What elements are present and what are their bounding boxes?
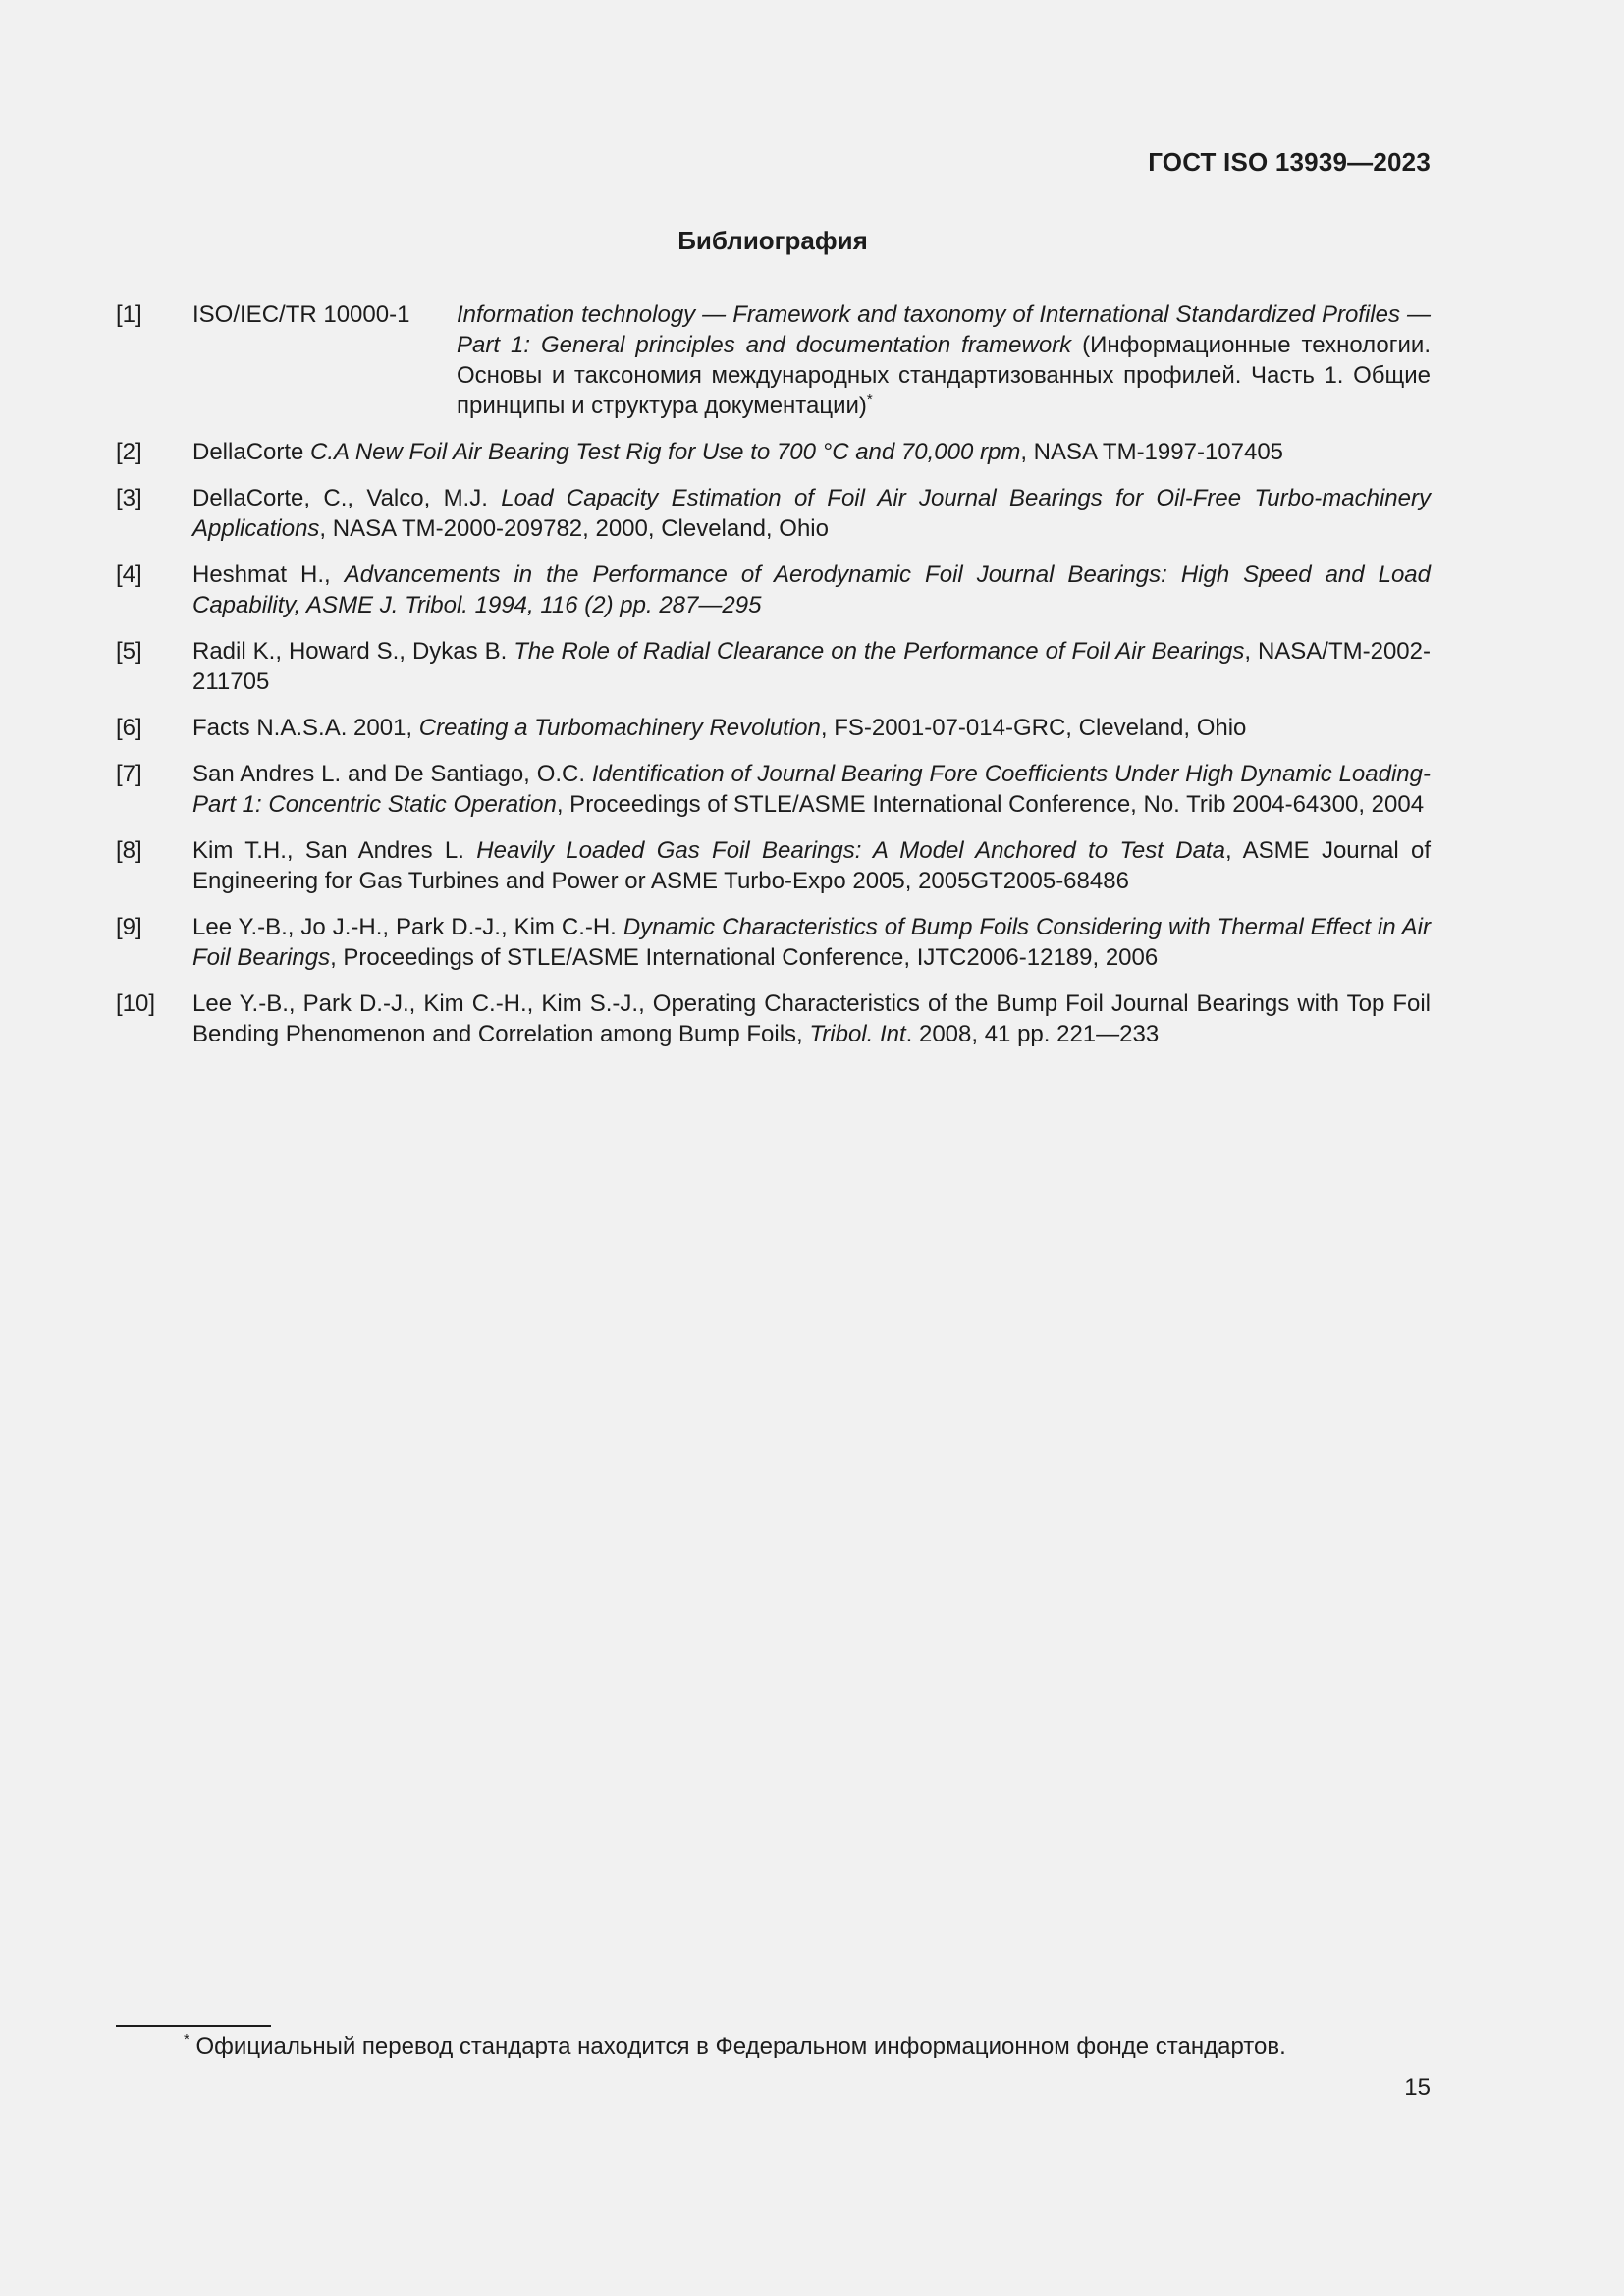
entry-details: (Информационные технологии. Основы и таксономия международных стандартизованных профилей. Часть 1. Общие принципы и структура документации) (457, 332, 1431, 419)
entry-title: Dynamic Characteristics of Bump Foils Considering with Thermal Effect in Air Foil Bearings (192, 914, 1432, 971)
entry-details: , NASA/TM-2002-211705 (192, 638, 1431, 695)
entry-details: . 2008, 41 pp. 221—233 (905, 1021, 1160, 1047)
entry-number: [3] (116, 485, 142, 511)
entry-details: , Proceedings of STLE/ASME International Conference, IJTC2006-12189, 2006 (330, 944, 1159, 971)
entry-title: Tribol. Int (809, 1021, 906, 1047)
bibliography-entry (116, 299, 1431, 421)
entry-standard-code: ISO/IEC/TR 10000-1 (192, 301, 410, 328)
entry-details: , FS-2001-07-014-GRC, Cleveland, Ohio (820, 715, 1247, 741)
footnote (184, 2031, 1431, 2061)
entry-authors: San Andres L. and De Santiago, O.C. (192, 761, 592, 787)
entry-number: [6] (116, 715, 142, 741)
entry-text (192, 759, 1431, 820)
entry-number: [7] (116, 761, 142, 787)
entry-text (192, 483, 1431, 544)
entry-authors: Facts N.A.S.A. 2001, (192, 715, 419, 741)
entry-text (192, 988, 1431, 1049)
entry-details: , NASA TM-2000-209782, 2000, Cleveland, Ohio (319, 515, 829, 542)
entry-details: , ASME Journal of Engineering for Gas Turbines and Power or ASME Turbo-Expo 2005, 2005GT2005-68486 (192, 837, 1432, 894)
footnote-marker: * (184, 2031, 189, 2048)
entry-title: Heavily Loaded Gas Foil Bearings: A Model Anchored to Test Data (476, 837, 1225, 864)
document-code: ГОСТ ISO 13939—2023 (1148, 147, 1431, 177)
bibliography-entry (116, 713, 1431, 743)
entry-text (192, 912, 1431, 973)
entry-authors: Kim T.H., San Andres L. (192, 837, 477, 864)
entry-text (192, 713, 1431, 743)
entry-text (192, 636, 1431, 697)
bibliography-title: Библиография (677, 226, 868, 255)
entry-authors: DellaCorte, C., Valco, M.J. (192, 485, 502, 511)
bibliography-entry (116, 560, 1431, 620)
entry-number: [9] (116, 914, 142, 940)
entry-authors: Lee Y.-B., Park D.-J., Kim C.-H., Kim S.-J., Operating Characteristics of the Bump Foil Journal Bearings with Top Foil Bending Phenomenon and Correlation among Bump Foils, (192, 990, 1431, 1047)
entry-title: Information technology — Framework and taxonomy of International Standardized Profiles — Part 1: General principles and documentation framework (457, 301, 1431, 358)
bibliography-entry (116, 437, 1431, 467)
footnote-marker: * (866, 391, 873, 407)
entry-authors: DellaCorte (192, 439, 311, 465)
entry-number: [4] (116, 561, 142, 588)
entry-number: [8] (116, 837, 142, 864)
footnote-text: Официальный перевод стандарта находится в Федеральном информационном фонде стандартов. (189, 2033, 1286, 2059)
entry-authors: Lee Y.-B., Jo J.-H., Park D.-J., Kim C.-H. (192, 914, 623, 940)
entry-number: [1] (116, 301, 142, 328)
entry-text (192, 560, 1431, 620)
entry-title: The Role of Radial Clearance on the Performance of Foil Air Bearings (514, 638, 1245, 665)
entry-title: Creating a Turbomachinery Revolution (418, 715, 821, 741)
entry-authors: Heshmat H., (192, 561, 345, 588)
entry-text (192, 835, 1431, 896)
bibliography-entry (116, 912, 1431, 973)
bibliography-entry (116, 636, 1431, 697)
entry-number: [5] (116, 638, 142, 665)
bibliography-list (116, 299, 1431, 1065)
entry-title: Identification of Journal Bearing Fore Coefficients Under High Dynamic Loading-Part 1: Concentric Static Operation (192, 761, 1431, 818)
bibliography-entry (116, 483, 1431, 544)
bibliography-entry (116, 835, 1431, 896)
bibliography-entry (116, 988, 1431, 1049)
entry-authors: Radil K., Howard S., Dykas B. (192, 638, 514, 665)
entry-title: C.A New Foil Air Bearing Test Rig for Use to 700 °C and 70,000 rpm (310, 439, 1021, 465)
page-number: 15 (1404, 2074, 1431, 2101)
entry-text (192, 437, 1431, 467)
entry-number: [10] (116, 990, 156, 1017)
entry-details: , NASA TM-1997-107405 (1020, 439, 1284, 465)
bibliography-entry (116, 759, 1431, 820)
footnote-divider (116, 2025, 271, 2027)
entry-title: Advancements in the Performance of Aerodynamic Foil Journal Bearings: High Speed and Load Capability, ASME J. Tribol. 1994, 116 (2) pp. 287—295 (192, 561, 1431, 618)
entry-title: Load Capacity Estimation of Foil Air Journal Bearings for Oil-Free Turbo-machinery Applications (192, 485, 1431, 542)
entry-text (457, 299, 1431, 421)
entry-details: , Proceedings of STLE/ASME International Conference, No. Trib 2004-64300, 2004 (556, 791, 1425, 818)
entry-number: [2] (116, 439, 142, 465)
